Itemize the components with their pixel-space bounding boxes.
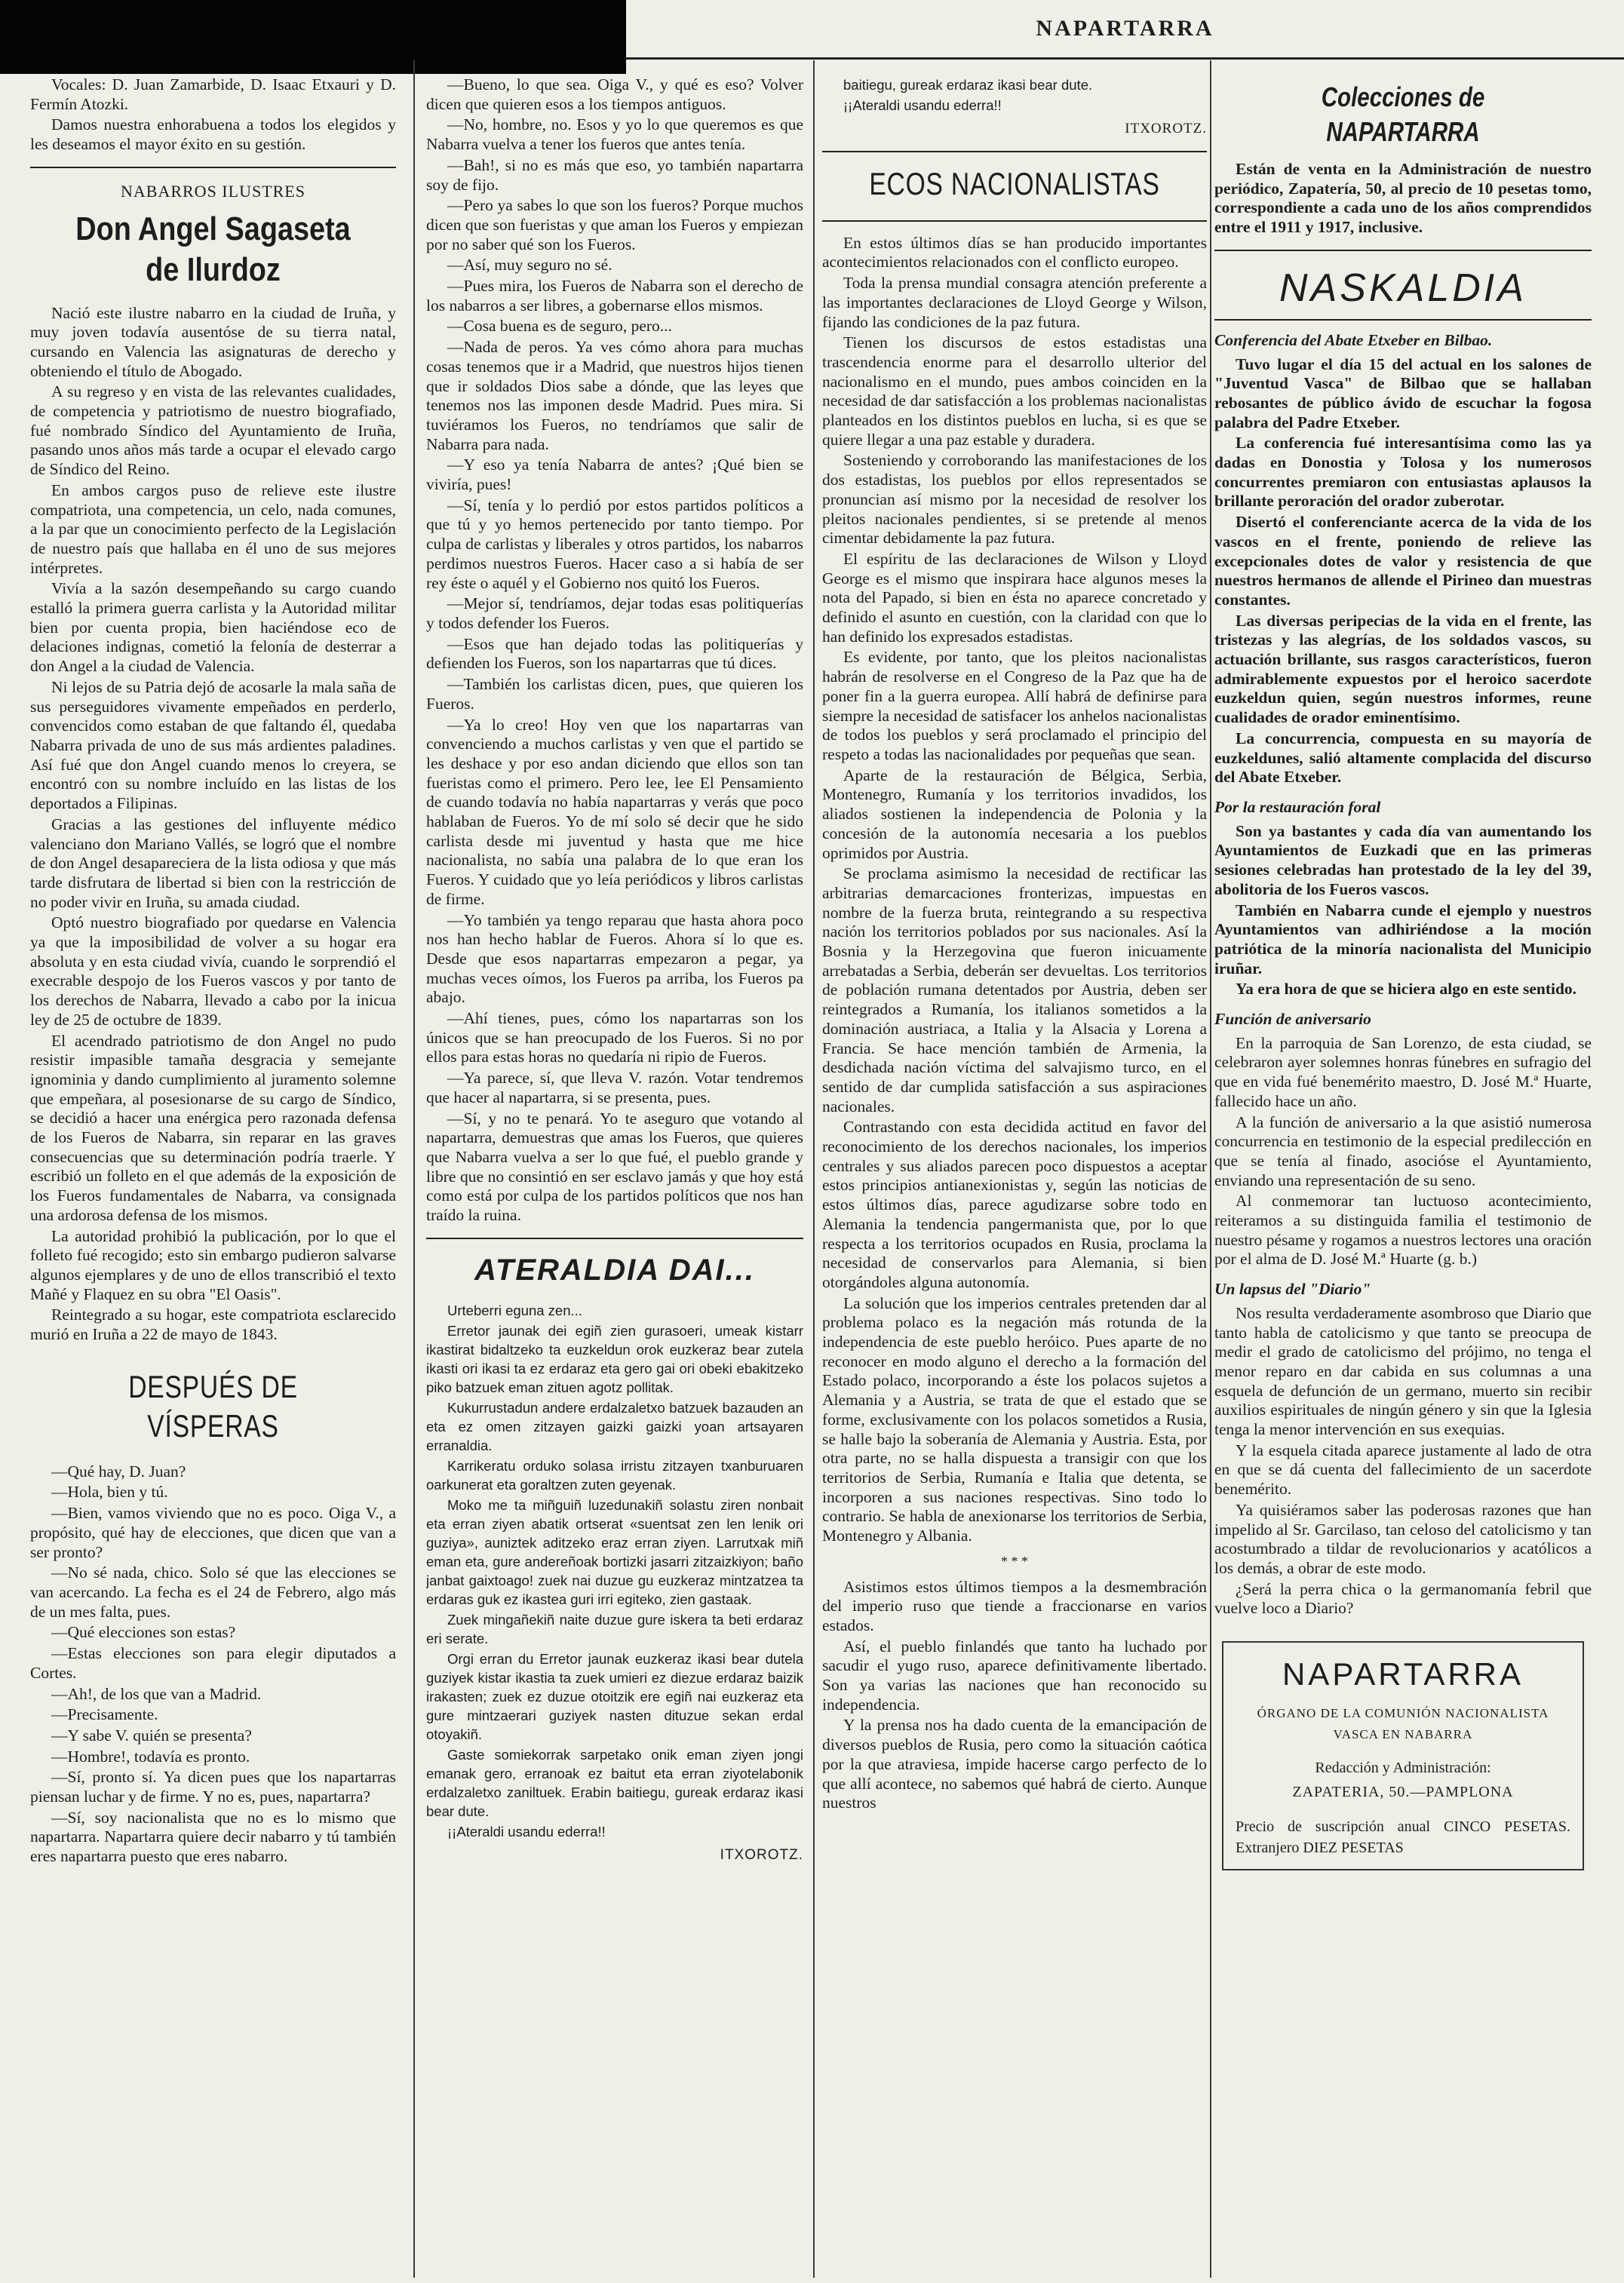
paragraph: ¡¡Ateraldi usandu ederra!! (843, 97, 1002, 113)
column-3 (822, 75, 1207, 2278)
paragraph: Damos nuestra enhorabuena a todos los elegidos y les deseamos el mayor éxito en su gestión. (30, 115, 396, 154)
dialogue-line: —Ya lo creo! Hoy ven que los napartarras van convenciendo a muchos carlistas y ven que el partido se les deshace y por eso andan diciendo que ellos son tan fueristas como el primero. Pero lee, lee El Pensamiento de cuando todavía no había napartarras y verás que poco hablaban de Fueros. Yo de mí solo sé decir que he sido carlista desde mi juventud y hasta que me hice nacionalista, no sabía una palabra de lo que eran los Fueros. Y cuidado que yo leía periódicos y libros carlistas de firme. (426, 715, 803, 908)
paragraph: El acendrado patriotismo de don Angel no pudo resistir impasible tamaña desgracia y semejante ignominia y dando cumplimiento al juramento solemne que empeñara, al posesionarse de su cargo de Síndico, se decidió a hacer una enérgica pero razonada defensa de los Fueros de Nabarra, sin reparar en las graves consecuencias que su determinación podría traerle. Y escribió un folleto en el que además de la exposición de los Fueros fundamentales de Nabarra, va consignada una ardorosa defensa de los mismos. (30, 1031, 396, 1224)
dialogue-line: —Qué hay, D. Juan? (51, 1462, 186, 1481)
dialogue-line: —Qué elecciones son estas? (51, 1623, 236, 1642)
divider (822, 220, 1207, 222)
paragraph: Moko me ta miñguiñ luzedunakiñ solastu ziren nonbait eta erran ziyen abatik ortserat «suentsat zen len lenik ori guziya», auniztek aditzeko eraz erran ziyen. Larrutxak miñ eman eta, gure andereñoak bortizki jasarri zitzaizkiyon; baño janbat gaixtoago! zuek nai duzue gu euzkeraz mintzatzea ta erdaras guk ez ikastea guri irri egiteko, zien gastaak. (426, 1496, 803, 1607)
divider (1214, 250, 1592, 251)
dialogue-line: —Bueno, lo que sea. Oiga V., y qué es eso? Volver dicen que quieren esos a los tiempos antiguos. (426, 75, 803, 113)
article-headline: DESPUÉS DE VÍSPERAS (128, 1368, 298, 1444)
dialogue-line: —Estas elecciones son para elegir diputados a Cortes. (30, 1644, 396, 1682)
paragraph: baitiegu, gureak erdaraz ikasi bear dute. (843, 77, 1093, 93)
dialogue-line: —Bien, vamos viviendo que no es poco. Oiga V., a propósito, qué hay de elecciones, que dicen que van a ser pronto? (30, 1504, 396, 1561)
paragraph: Gracias a las gestiones del influyente médico valenciano don Mariano Vallés, se logró que el nombre de don Angel desapareciera de la lista odiosa y que más tarde disfrutara de libertad si bien con la restricción de no poder vivir en Iruña, su amada ciudad. (30, 815, 396, 911)
dialogue-line: —Sí, pronto sí. Ya dicen pues que los napartarras piensan luchar y de firme. Y no es, pues, napartarra? (30, 1768, 396, 1806)
paragraph: A su regreso y en vista de las relevantes cualidades, de competencia y patriotismo de nuestro biografiado, fué nombrado Síndico del Ayuntamiento de Iruña, pasando unos años más tarde a ocupar el elevado cargo de Síndico del Reino. (30, 382, 396, 479)
dialogue-line: —Pero ya sabes lo que son los fueros? Porque muchos dicen que son fueristas y que aman los Fueros y empiezan por no saber qué son los Fueros. (426, 196, 803, 253)
basque-article (426, 1301, 803, 1864)
dialogue-line: —No, hombre, no. Esos y yo lo que queremos es que Nabarra vuelva a tener los fueros que antes tenía. (426, 115, 803, 154)
subheading: Por la restauración foral (1214, 797, 1381, 816)
paragraph: Urteberri eguna zen... (447, 1302, 582, 1318)
column-2 (426, 75, 803, 2278)
box-address: ZAPATERIA, 50.—PAMPLONA (1292, 1784, 1514, 1801)
news-item (1214, 1034, 1592, 1269)
paragraph: En estos últimos días se han producido importantes acontecimientos relacionados con el conflicto europeo. (822, 233, 1207, 272)
paragraph: En la parroquia de San Lorenzo, de esta ciudad, se celebraron ayer solemnes honras fúnebres en sufragio del que en vida fué benemérito maestro, D. José M.ª Huarte, fallecido hace un año. (1214, 1033, 1592, 1110)
news-item (1214, 1304, 1592, 1619)
paragraph: ¡¡Ateraldi usandu ederra!! (447, 1823, 606, 1840)
dialogue-line: —Y sabe V. quién se presenta? (51, 1726, 252, 1744)
dialogue-line: —Hola, bien y tú. (51, 1483, 168, 1502)
dialogue-line: —Ya parece, sí, que lleva V. razón. Votar tendremos que hacer al napartarra, si se presenta, pues. (426, 1069, 803, 1106)
dialogue-line: —Yo también ya tengo reparau que hasta ahora poco nos han hecho hablar de Fueros. Ahora sí lo que es. Desde que esos napartarras empezaron a pegar, ya muchas veces oímos, los Fueros pa arriba, los Fueros pa abajo. (426, 910, 803, 1007)
dialogue-line: —Sí, soy nacionalista que no es lo mismo que napartarra. Napartarra quiere decir nabarro y tú también eres napartarra puesto que eres nabarro. (30, 1808, 396, 1866)
naskaldia-headline: NASKALDIA (1279, 265, 1527, 310)
paragraph: Las diversas peripecias de la vida en el frente, las tristezas y las alegrías, de los soldados vascos, su actuación brillante, sus rasgos característicos, fueron admirablemente expuestos por el heroico sacerdote euzkeldun quien, según nuestros informes, reune cualidades de orador eminentísimo. (1214, 611, 1592, 727)
paragraph: Zuek mingañekiñ naite duzue gure iskera ta beti erdaraz eri serate. (426, 1611, 803, 1646)
subheading: Conferencia del Abate Etxeber en Bilbao. (1214, 330, 1493, 349)
subheading: Función de aniversario (1214, 1010, 1371, 1029)
paragraph: También en Nabarra cunde el ejemplo y nuestros Ayuntamientos van adhiriéndose a la moción patriótica de la minoría nacionalista del Municipio iruñar. (1214, 901, 1592, 977)
article-headline: ECOS NACIONALISTAS (869, 165, 1160, 201)
column-rule (813, 60, 815, 2278)
paragraph: Y la prensa nos ha dado cuenta de la emancipación de diversos pueblos de Rusia, pero como la situación caótica por la que atraviesa, impide hacerse cargo perfecto de lo que allí acontece, no sabemos qué habrá de cierto. Aunque nuestros (822, 1716, 1207, 1812)
dialogue-line: —Esos que han dejado todas las politiquerías y defienden los Fueros, son los napartarras que tú dices. (426, 634, 803, 673)
subheading: Un lapsus del "Diario" (1214, 1280, 1371, 1299)
divider (822, 151, 1207, 152)
paragraph: Gaste somiekorrak sarpetako onik eman ziyen jongi emanak gero, erranoak ez baitut eta erran ziyotelabonik erdalzaletxo zaniltuek. Erabin baitiegu, gureak erdaraz ikasi bear dute. (426, 1746, 803, 1819)
column-1 (30, 75, 396, 2278)
signature: ITXOROTZ. (720, 1846, 803, 1863)
dialogue-line: —Precisamente. (51, 1705, 158, 1724)
box-price: Precio de suscripción anual CINCO PESETAS. Extranjero DIEZ PESETAS (1236, 1818, 1570, 1857)
dialogue-line: —Ahí tienes, pues, cómo los napartarras son los únicos que se han preocupado de los Fueros. Si no por ellos para estas horas no quedaría ni ripio de Fueros. (426, 1009, 803, 1066)
paragraph: Kukurrustadun andere erdalzaletxo batzuek bazauden an eta ez omen zitzayen gaizki gaizki yoan artsayaren erranaldia. (426, 1399, 803, 1453)
box-address-label: Redacción y Administración: (1315, 1760, 1491, 1777)
dialogue-line: —Pues mira, los Fueros de Nabarra son el derecho de los nabarros a ser libres, a gobernarse ellos mismos. (426, 277, 803, 315)
dialogue-line: —Nada de peros. Ya ves cómo ahora para muchas cosas tenemos que ir a Madrid, que nuestros hijos tienen que ir soldados Dios sabe a dónde, que las leyes que tenemos nos las imponen desde Madrid. Pues mira. Si tuviéramos los Fueros, no tendríamos que salir de Nabarra para nada. (426, 338, 803, 453)
paragraph: Sosteniendo y corroborando las manifestaciones de los dos estadistas, los pueblos por ellos representados se pronuncian así mismo por la necesidad de resolver los pleitos nacionales pendientes, si se pretende al menos cimentar debidamente la paz futura. (822, 451, 1207, 548)
dialogue-line: —Mejor sí, tendríamos, dejar todas esas politiquerías y todos defender los Fueros. (426, 594, 803, 632)
section-kicker: NABARROS ILUSTRES (121, 181, 305, 201)
divider (426, 1238, 803, 1239)
paragraph: Orgi erran du Erretor jaunak euzkeraz ikasi bear dutela guziyek kistar ikastia ta zuek umieri ez diezue erdaraz baizik irakasten; zuek ez duzue otoitzik ere egiñ nai euzkeraz eta gure mintzaerari guziyek nasten dituzue sekan erdal otoyakiñ. (426, 1650, 803, 1742)
paragraph: Se proclama asimismo la necesidad de rectificar las arbitrarias demarcaciones fronterizas, impuestas en nombre de la fuerza bruta, reintegrando a su respectiva nación los territorios poblados por sus nacionales. Así la Bosnia y la Herzegovina que fueron inicuamente arrebatadas a Serbia, deberán ser devueltas. Los territorios de población rumana detentados por Austria, deben ser reintegrados a Rumanía, los italianos sometidos a la dominación austriaca, a Italia y la Alsacia y Lorena a Francia. Se hace mención también de Armenia, la desdichada nación víctima del salvajismo turco, en el sentido de dar cumplida satisfacción a sus aspiraciones nacionales. (822, 864, 1207, 1115)
news-item (1214, 355, 1592, 787)
paragraph: Contrastando con esta decidida actitud en favor del reconocimiento de los derechos nacionales, los imperios centrales y sus aliados parecen poco dispuestos a aceptar estos principios antianexionistas y, según las noticias de estos últimos días, parece agudizarse sobre todo en Alemania la tendencia pangermanista que, por lo que respecta a los territorios ocupados en Rusia, proclama la necesidad de conservarlos para Alemania, si bien otorgándoles alguna autonomía. (822, 1118, 1207, 1291)
dialogue-line: —No sé nada, chico. Solo sé que las elecciones se van acercando. La fecha es el 24 de Febrero, algo más de un mes falta, pues. (30, 1563, 396, 1621)
basque-article-tail (822, 75, 1207, 115)
paragraph: Ya era hora de que se hiciera algo en este sentido. (1236, 980, 1577, 999)
masthead: NAPARTARRA (626, 0, 1624, 60)
paragraph: La autoridad prohibió la publicación, por lo que el folleto fué recogido; esto sin embargo pudieron salvarse algunos ejemplares y de uno de ellos transcribió el texto Mañé y Flaquez en su obra "El Oasis". (30, 1226, 396, 1303)
paragraph: En ambos cargos puso de relieve este ilustre compatriota, una competencia, un celo, nada comunes, a la par que un conocimiento perfecto de la Legislación de nuestro país que hallaba en él uno de sus mejores intérpretes. (30, 480, 396, 577)
dialogue-line: —Sí, y no te penará. Yo te aseguro que votando al napartarra, demuestras que amas los Fueros, que quieres que Nabarra vuelva a ser lo que fué, el pueblo grande y libre que no consintió en ser esclavo jamás y que hoy está como está por culpa de los partidos políticos que nos han traído la ruina. (426, 1109, 803, 1225)
paragraph: Al conmemorar tan luctuoso acontecimiento, reiteramos a su distinguida familia el testimonio de nuestro pésame y rogamos a nuestros lectores una oración por el alma de D. José M.ª Huarte (g. b.) (1214, 1192, 1592, 1269)
paragraph: A la función de aniversario a la que asistió numerosa concurrencia en testimonio de la especial predilección en que se tenía al finado, asocióse el Ayuntamiento, enviando una representación de su seno. (1214, 1112, 1592, 1189)
box-subtitle: ÓRGANO DE LA COMUNIÓN NACIONALISTA VASCA EN NABARRA (1257, 1706, 1549, 1742)
paragraph: La conferencia fué interesantísima como las ya dadas en Donostia y Tolosa y los numerosos concurrentes premiaron con entusiastas aplausos la brillante peroración del orador zuberotar. (1214, 434, 1592, 511)
publication-box (1222, 1641, 1584, 1870)
dialogue-line: —Ah!, de los que van a Madrid. (51, 1684, 262, 1703)
box-title: NAPARTARRA (1282, 1656, 1524, 1692)
paragraph: Reintegrado a su hogar, este compatriota esclarecido murió en Iruña a 22 de mayo de 1843. (30, 1306, 396, 1344)
divider (30, 167, 396, 168)
dialogue-line: —Sí, tenía y lo perdió por estos partidos políticos a que tú y yo hemos pertenecido por tanto tiempo. Por culpa de carlistas y liberales y otros partidos, los nabarros perdimos nuestros Fueros. Hacer caso a si había de ser rey éste o aquél y el Gobierno nos quitó los Fueros. (426, 496, 803, 592)
paragraph: Es evidente, por tanto, que los pleitos nacionalistas habrán de resolverse en el Congreso de la Paz que ha de poner fin a la guerra europea. Allí habrá de definirse para siempre la necesidad de satisfacer los anhelos nacionalistas de todos los pueblos y será proclamado el principio del respeto a todas las nacionalidades por pequeñas que sean. (822, 648, 1207, 763)
column-rule (413, 60, 415, 2278)
paragraph: Ni lejos de su Patria dejó de acosarle la mala saña de sus perseguidores vivamente empeñados en perderlo, convencidos como estaban de que faltando él, quedaba Nabarra privada de uno de sus más ardientes paladines. Así fué que don Angel cuando menos lo creyera, se encontró con su nombre incluído en las listas de los deportados a Filipinas. (30, 677, 396, 813)
paragraph: Vivía a la sazón desempeñando su cargo cuando estalló la primera guerra carlista y la Autoridad militar bien por cuenta propia, bien haciéndose eco de delaciones indignas, cometió la felonía de desterrar a don Angel a la ciudad de Valencia. (30, 579, 396, 676)
dialogue-line: —Hombre!, todavía es pronto. (51, 1747, 250, 1766)
paragraph: Ya quisiéramos saber las poderosas razones que han impelido al Sr. Garcilaso, tan celoso del catolicismo y tan acostumbrado a tildar de revolucionarios y acatólicos a los demás, a obrar de este modo. (1214, 1500, 1592, 1577)
paragraph: Así, el pueblo finlandés que tanto ha luchado por sacudir el yugo ruso, aparece definitivamente libertado. Son ya varias las naciones que han reconocido su independencia. (822, 1637, 1207, 1714)
paragraph: Nos resulta verdaderamente asombroso que Diario que tanto habla de catolicismo y que tanto se preocupa de medir el grado de catolicismo del prójimo, no tenga el menor reparo en dar cabida en sus columnas a una esquela de defunción de un germano, muerto sin recibir auxilios espirituales de ningún género y sin que la Iglesia tenga la menor intervención en sus exequias. (1214, 1303, 1592, 1439)
dialogue-line: —También los carlistas dicen, pues, que quieren los Fueros. (426, 675, 803, 713)
dialogue-line: —Y eso ya tenía Nabarra de antes? ¡Qué bien se viviría, pues! (426, 456, 803, 494)
paragraph: Tienen los discursos de estos estadistas una trascendencia enorme para el desarrollo ulterior del nacionalismo en el mundo, pues ambos coinciden en la necesidad de dar satisfacción a los problemas nacionalistas planteados en los distintos pueblos en lucha, si es que se quiere llegar a una paz estable y duradera. (822, 333, 1207, 449)
paragraph: Karrikeratu orduko solasa irristu zitzayen txanburuaren oarkunerat eta goraltzen zuten geyenak. (426, 1457, 803, 1493)
news-item (1214, 822, 1592, 999)
paragraph: Vocales: D. Juan Zamarbide, D. Isaac Etxauri y D. Fermín Atozki. (30, 75, 396, 113)
dialogue-line: —Bah!, si no es más que eso, yo también napartarra soy de fijo. (426, 155, 803, 194)
paragraph: Optó nuestro biografiado por quedarse en Valencia ya que la imposibilidad de volver a su hogar era absoluta y en esta ciudad vivía, cuando le sorprendió el execrable despojo de los Fueros vascos y por tanto de los derechos de Nabarra, llevado a cabo por la inicua ley de 25 de octubre de 1839. (30, 913, 396, 1029)
paragraph: Y la esquela citada aparece justamente al lado de otra en que se dá cuenta del fallecimiento de un sacerdote benemérito. (1214, 1441, 1592, 1499)
paragraph: Tuvo lugar el día 15 del actual en los salones de "Juventud Vasca" de Bilbao que se hallaban rebosantes de público ávido de escuchar la fogosa palabra del Padre Etxeber. (1214, 354, 1592, 431)
paragraph: Erretor jaunak dei egiñ zien gurasoeri, umeak kistarr ikastirat bidaltzeko ta euzkeldun orok euzkeraz bear zutela ikasti ori ikasi ta ez erdaraz eta gero gai ori obeki ebakitzeko piko batzuek eman zituen agotz pollitak. (426, 1322, 803, 1395)
paragraph: Aparte de la restauración de Bélgica, Serbia, Montenegro, Rumanía y los territorios invadidos, los aliados sostienen la independencia de Polonia y la concesión de la autonomía necesaria a los pueblos oprimidos por Austria. (822, 766, 1207, 862)
section-stars: * * * (1001, 1553, 1028, 1569)
paragraph: Son ya bastantes y cada día van aumentando los Ayuntamientos de Euzkadi que en las primeras sesiones celebradas han protestado de la ley del 39, abolitoria de los Fueros vascos. (1214, 821, 1592, 898)
paragraph: El espíritu de las declaraciones de Wilson y Lloyd George es el mismo que inspirara hace algunos meses la nota del Papado, si bien en ésta no aparece concretado y definido el asunto en cuestión, con la claridad con que lo han definido los expresados estadistas. (822, 549, 1207, 646)
paragraph: Están de venta en la Administración de nuestro periódico, Zapatería, 50, al precio de 10 pesetas tomo, correspondiente a cada uno de los años comprendidos entre el 1911 y 1917, inclusive. (1214, 160, 1592, 237)
paragraph: Asistimos estos últimos tiempos a la desmembración del imperio ruso que tiende a fraccionarse en varios estados. (822, 1577, 1207, 1634)
scan-black-bar (0, 0, 626, 74)
colecciones-notice (1214, 160, 1592, 238)
article-headline: ATERALDIA DAI... (474, 1253, 755, 1287)
paragraph: Disertó el conferenciante acerca de la vida de los vascos en el frente, poniendo de relieve las excepcionales dotes de valor y resistencia de que nuestros hermanos de allende el Pirineo dan muestras constantes. (1214, 513, 1592, 609)
article-headline: Don Angel Sagaseta de Ilurdoz (75, 210, 351, 288)
paragraph: La concurrencia, compuesta en su mayoría de euzkeldunes, salió altamente complacida del discurso del Abate Etxeber. (1214, 729, 1592, 787)
paragraph: Toda la prensa mundial consagra atención preferente a las importantes declaraciones de Lloyd George y Wilson, fijando las condiciones de la paz futura. (822, 274, 1207, 331)
dialogue-line: —Cosa buena es de seguro, pero... (447, 317, 672, 336)
divider (1214, 319, 1592, 321)
paragraph: La solución que los imperios centrales pretenden dar al problema polaco es la negación más rotunda de la independencia de este pueblo heróico. Pues aparte de no reconocer en modo alguno el derecho a la formación del Estado polaco, incorporando a éste los polacos sujetos a Alemania y a Austria, se trata de que el estado que se forme, exclusivamente con los polacos sometidos a Rusia, se halle bajo la soberanía de Alemania y Austria. Esta, por otra parte, no se halla dispuesta a transigir con que los territorios de Serbia, Rumanía e Italia que detenta, se incorporen a sus naciones respectivas. Sino todo lo contrario. Se habla de anexionarse los territorios de Serbia, Montenegro y Albania. (822, 1293, 1207, 1545)
dialogue-line: —Así, muy seguro no sé. (447, 256, 612, 275)
column-rule (1210, 60, 1211, 2278)
colecciones-headline: Colecciones de NAPARTARRA (1321, 81, 1485, 147)
paragraph: Nació este ilustre nabarro en la ciudad de Iruña, y muy joven todavía ausentóse de su tierra natal, cursando en Valencia las asignaturas de derecho y obteniendo el título de Abogado. (30, 303, 396, 380)
signature: ITXOROTZ. (1125, 121, 1207, 137)
paragraph: ¿Será la perra chica o la germanomanía febril que vuelve loco a Diario? (1214, 1579, 1592, 1618)
column-4 (1214, 75, 1592, 2278)
